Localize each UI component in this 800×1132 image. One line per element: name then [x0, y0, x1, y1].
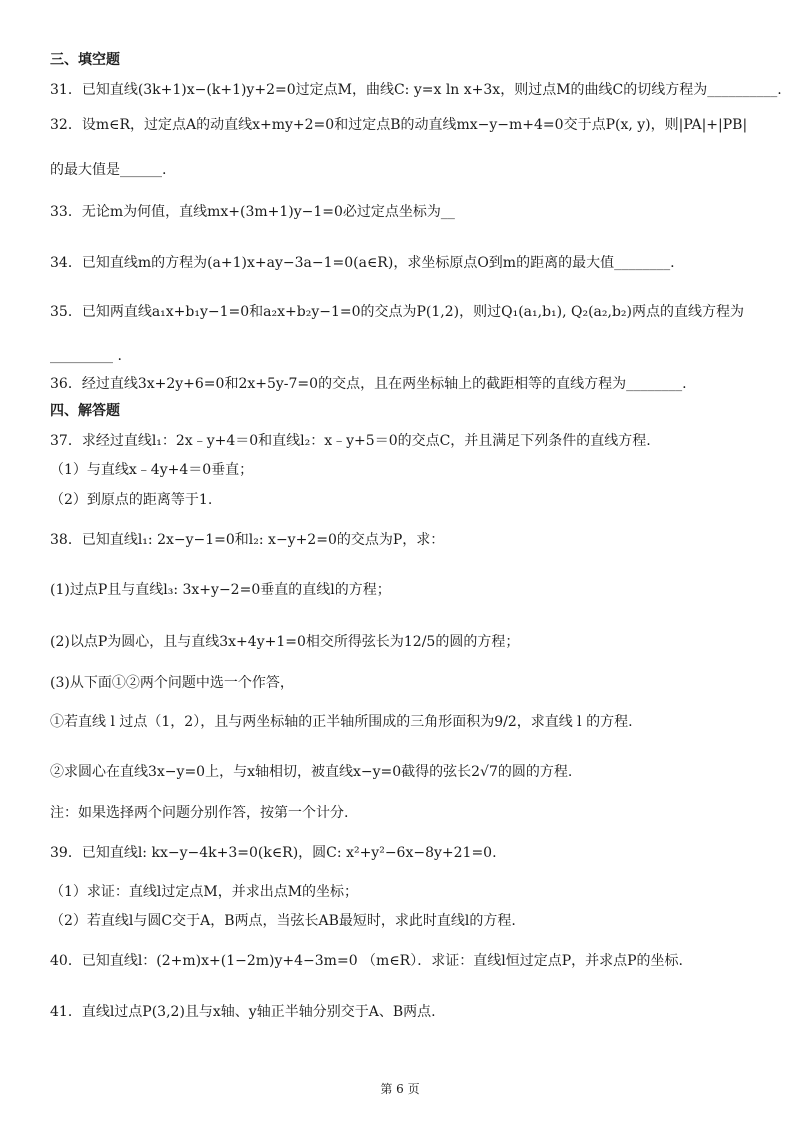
- question-37-sub2: （2）到原点的距离等于1.: [50, 492, 213, 508]
- page-number: 第 6 页: [380, 1082, 420, 1096]
- question-36: 36．经过直线3x+2y+6=0和2x+5y-7=0的交点，且在两坐标轴上的截距相等的直线方程为________.: [50, 376, 687, 392]
- question-39-sub2: （2）若直线l与圆C交于A，B两点，当弦长AB最短时，求此时直线l的方程.: [50, 913, 516, 929]
- question-37-sub1: （1）与直线x﹣4y+4＝0垂直；: [50, 462, 254, 478]
- question-41: 41．直线l过点P(3,2)且与x轴、y轴正半轴分别交于A、B两点.: [50, 1004, 436, 1020]
- section-heading-answer: 四、解答题: [50, 403, 120, 419]
- question-38: 38．已知直线l₁: 2x−y−1=0和l₂: x−y+2=0的交点为P，求：: [50, 532, 445, 548]
- note: 注：如果选择两个问题分别作答，按第一个计分.: [50, 805, 349, 821]
- question-37: 37．求经过直线l₁：2x﹣y+4＝0和直线l₂：x﹣y+5＝0的交点C，并且满足下列条件的直线方程.: [50, 433, 651, 449]
- question-38-sub3: (3)从下面①②两个问题中选一个作答，: [50, 675, 294, 691]
- question-31: 31．已知直线(3k+1)x−(k+1)y+2=0过定点M，曲线C: y=x ln x+3x，则过点M的曲线C的切线方程为__________.: [50, 82, 782, 98]
- question-35-part1: 35．已知两直线a₁x+b₁y−1=0和a₂x+b₂y−1=0的交点为P(1,2)，则过Q₁(a₁,b₁), Q₂(a₂,b₂)两点的直线方程为: [50, 304, 745, 320]
- question-38-sub2: (2)以点P为圆心，且与直线3x+4y+1=0相交所得弦长为12/5的圆的方程；: [50, 634, 520, 650]
- question-34: 34．已知直线m的方程为(a+1)x+ay−3a−1=0(a∈R)，求坐标原点O到m的距离的最大值________.: [50, 255, 675, 271]
- question-38-option1: ①若直线 l 过点（1，2），且与两坐标轴的正半轴所围成的三角形面积为9/2，求直线 l 的方程.: [50, 714, 633, 730]
- question-38-option2: ②求圆心在直线3x−y=0上，与x轴相切，被直线x−y=0截得的弦长2√7的圆的方程.: [50, 764, 573, 780]
- question-40: 40．已知直线l：(2+m)x+(1−2m)y+4−3m=0 （m∈R）．求证：直线l恒过定点P，并求点P的坐标.: [50, 953, 683, 969]
- question-38-sub1: (1)过点P且与直线l₃: 3x+y−2=0垂直的直线l的方程；: [50, 582, 391, 598]
- question-35-part2: _________ .: [50, 348, 122, 364]
- section-heading-fill-in: 三、填空题: [50, 52, 120, 68]
- question-32-part1: 32．设m∈R，过定点A的动直线x+my+2=0和过定点B的动直线mx−y−m+4=0交于点P(x, y)，则|PA|+|PB|: [50, 117, 748, 133]
- question-39: 39．已知直线l: kx−y−4k+3=0(k∈R)，圆C: x²+y²−6x−8y+21=0.: [50, 845, 497, 861]
- question-39-sub1: （1）求证：直线l过定点M，并求出点M的坐标；: [50, 884, 359, 900]
- question-32-part2: 的最大值是______.: [50, 162, 167, 178]
- question-33: 33．无论m为何值，直线mx+(3m+1)y−1=0必过定点坐标为__: [50, 204, 455, 220]
